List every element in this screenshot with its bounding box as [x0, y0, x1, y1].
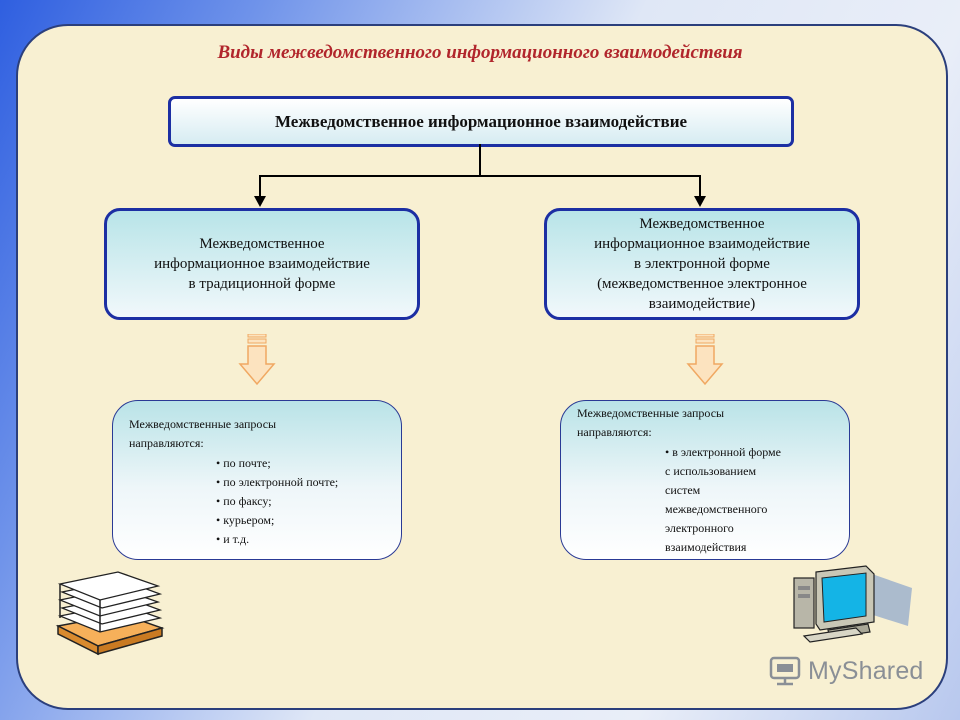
right-box [544, 208, 860, 320]
left-box [104, 208, 420, 320]
list-item: • и т.д. [216, 532, 250, 546]
down-arrow-right-icon [686, 334, 724, 386]
list-item: • курьером; [216, 513, 275, 527]
computer-icon [790, 564, 916, 646]
list-item: • по почте; [216, 456, 271, 470]
list-item: • по факсу; [216, 494, 272, 508]
connector-horizontal [259, 175, 701, 177]
watermark [768, 654, 924, 688]
down-arrow-left-icon [238, 334, 276, 386]
right-box-label: Межведомственное информационное взаимодействие в электронной форме (межведомственное электронное взаимодействие) [594, 216, 810, 312]
arrowhead-left [254, 196, 266, 208]
myshared-logo-icon [768, 654, 802, 688]
left-list [216, 454, 338, 549]
connector-vertical [479, 144, 481, 176]
left-box-label: Межведомственное информационное взаимодействие в традиционной форме [154, 236, 370, 292]
top-box [168, 96, 794, 147]
right-list [665, 443, 781, 557]
list-item: • по электронной почте; [216, 475, 339, 489]
page-title: Виды межведомственного информационного взаимодействия [217, 42, 743, 63]
arrowhead-right [694, 196, 706, 208]
top-box-label: Межведомственное информационное взаимодействие [274, 111, 688, 131]
list-item: • в электронной форме с использованием систем межведомственного электронного взаимодействия [665, 445, 781, 554]
left-list-intro: Межведомственные запросы направляются: [129, 417, 277, 450]
left-list-box [112, 400, 402, 560]
paper-stack-icon [52, 566, 168, 658]
right-list-intro: Межведомственные запросы направляются: [577, 406, 725, 439]
watermark-text: MyShared [808, 656, 924, 685]
right-list-box [560, 400, 850, 560]
